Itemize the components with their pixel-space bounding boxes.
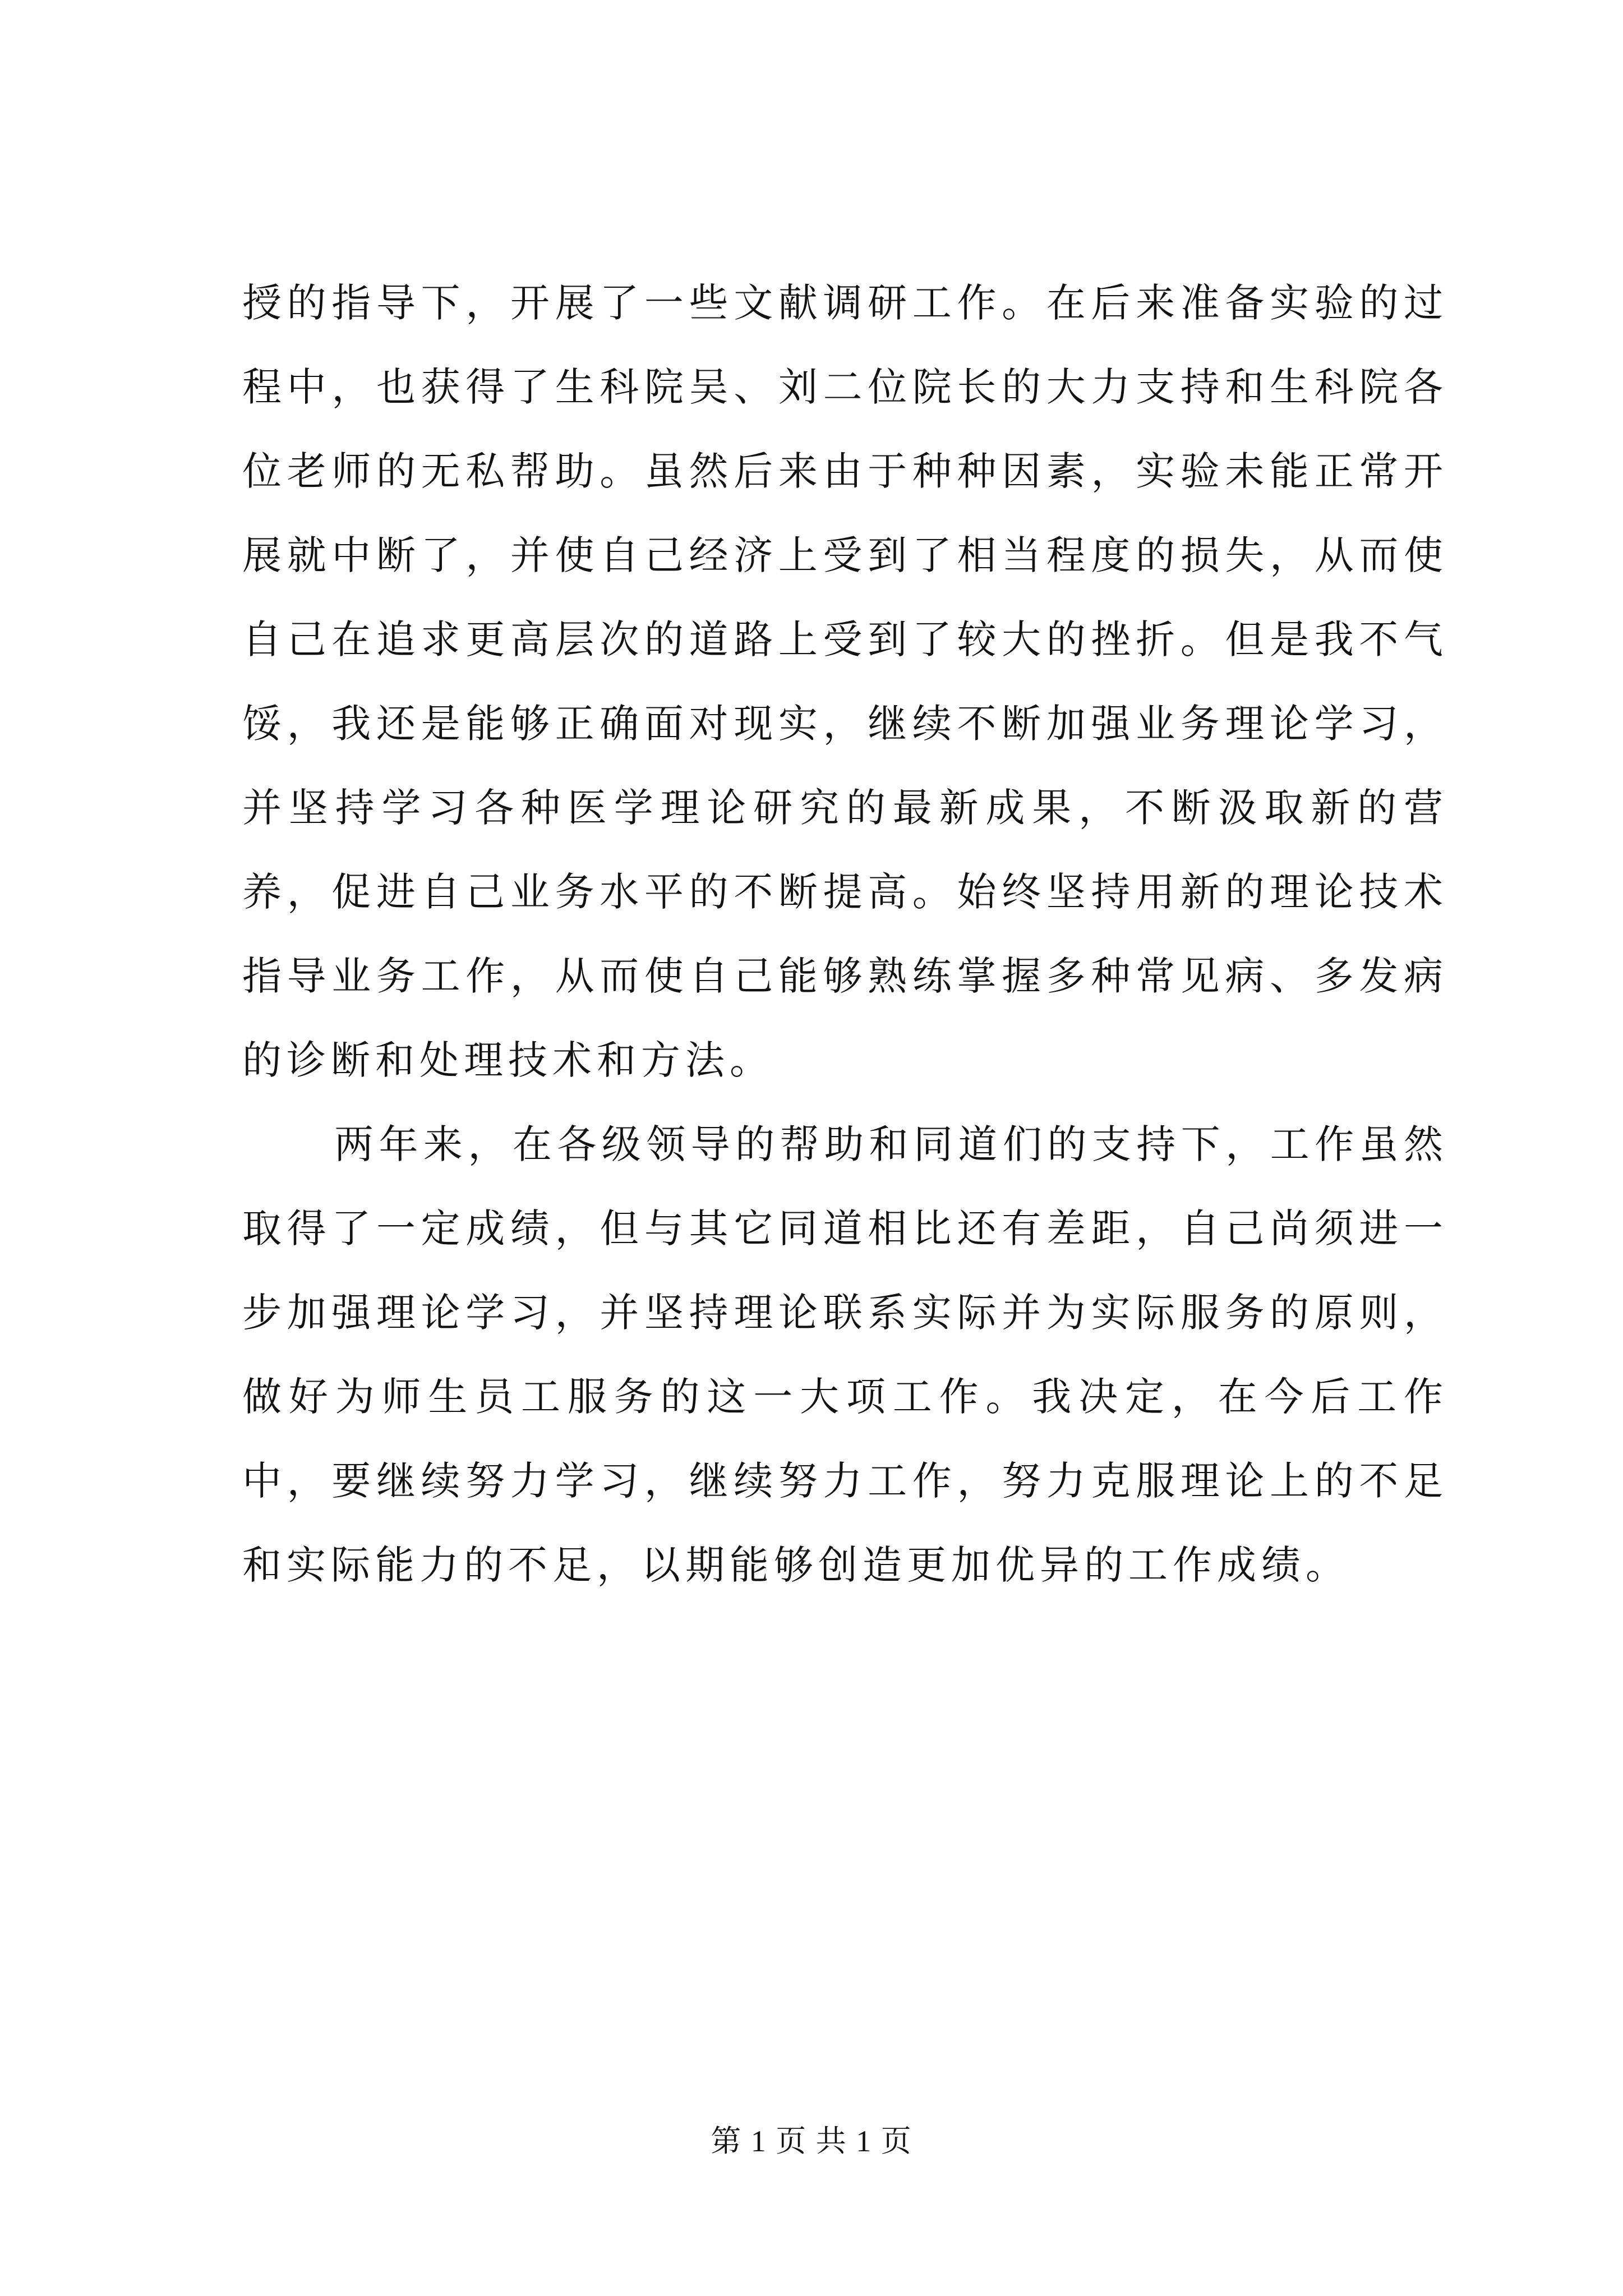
paragraph-2: 两年来，在各级领导的帮助和同道们的支持下，工作虽然取得了一定成绩，但与其它同道相比还有差距，自己尚须进一步加强理论学习，并坚持理论联系实际并为实际服务的原则，做好为师生员工服务的这一大项工作。我决定，在今后工作中，要继续努力学习，继续努力工作，努力克服理论上的不足和实际能力的不足，以期能够创造更加优异的工作成绩。 [242,1121,1448,1588]
page-footer: 第 1 页 共 1 页 [711,2124,912,2158]
document-body [242,261,1448,1607]
paragraph-1: 授的指导下，开展了一些文献调研工作。在后来准备实验的过程中，也获得了生科院吴、刘二位院长的大力支持和生科院各位老师的无私帮助。虽然后来由于种种因素，实验未能正常开展就中断了，并使自己经济上受到了相当程度的损失，从而使自己在追求更高层次的道路上受到了较大的挫折。但是我不气馁，我还是能够正确面对现实，继续不断加强业务理论学习，并坚持学习各种医学理论研究的最新成果，不断汲取新的营养，促进自己业务水平的不断提高。始终坚持用新的理论技术指导业务工作，从而使自己能够熟练掌握多种常见病、多发病的诊断和处理技术和方法。 [242,280,1448,1083]
